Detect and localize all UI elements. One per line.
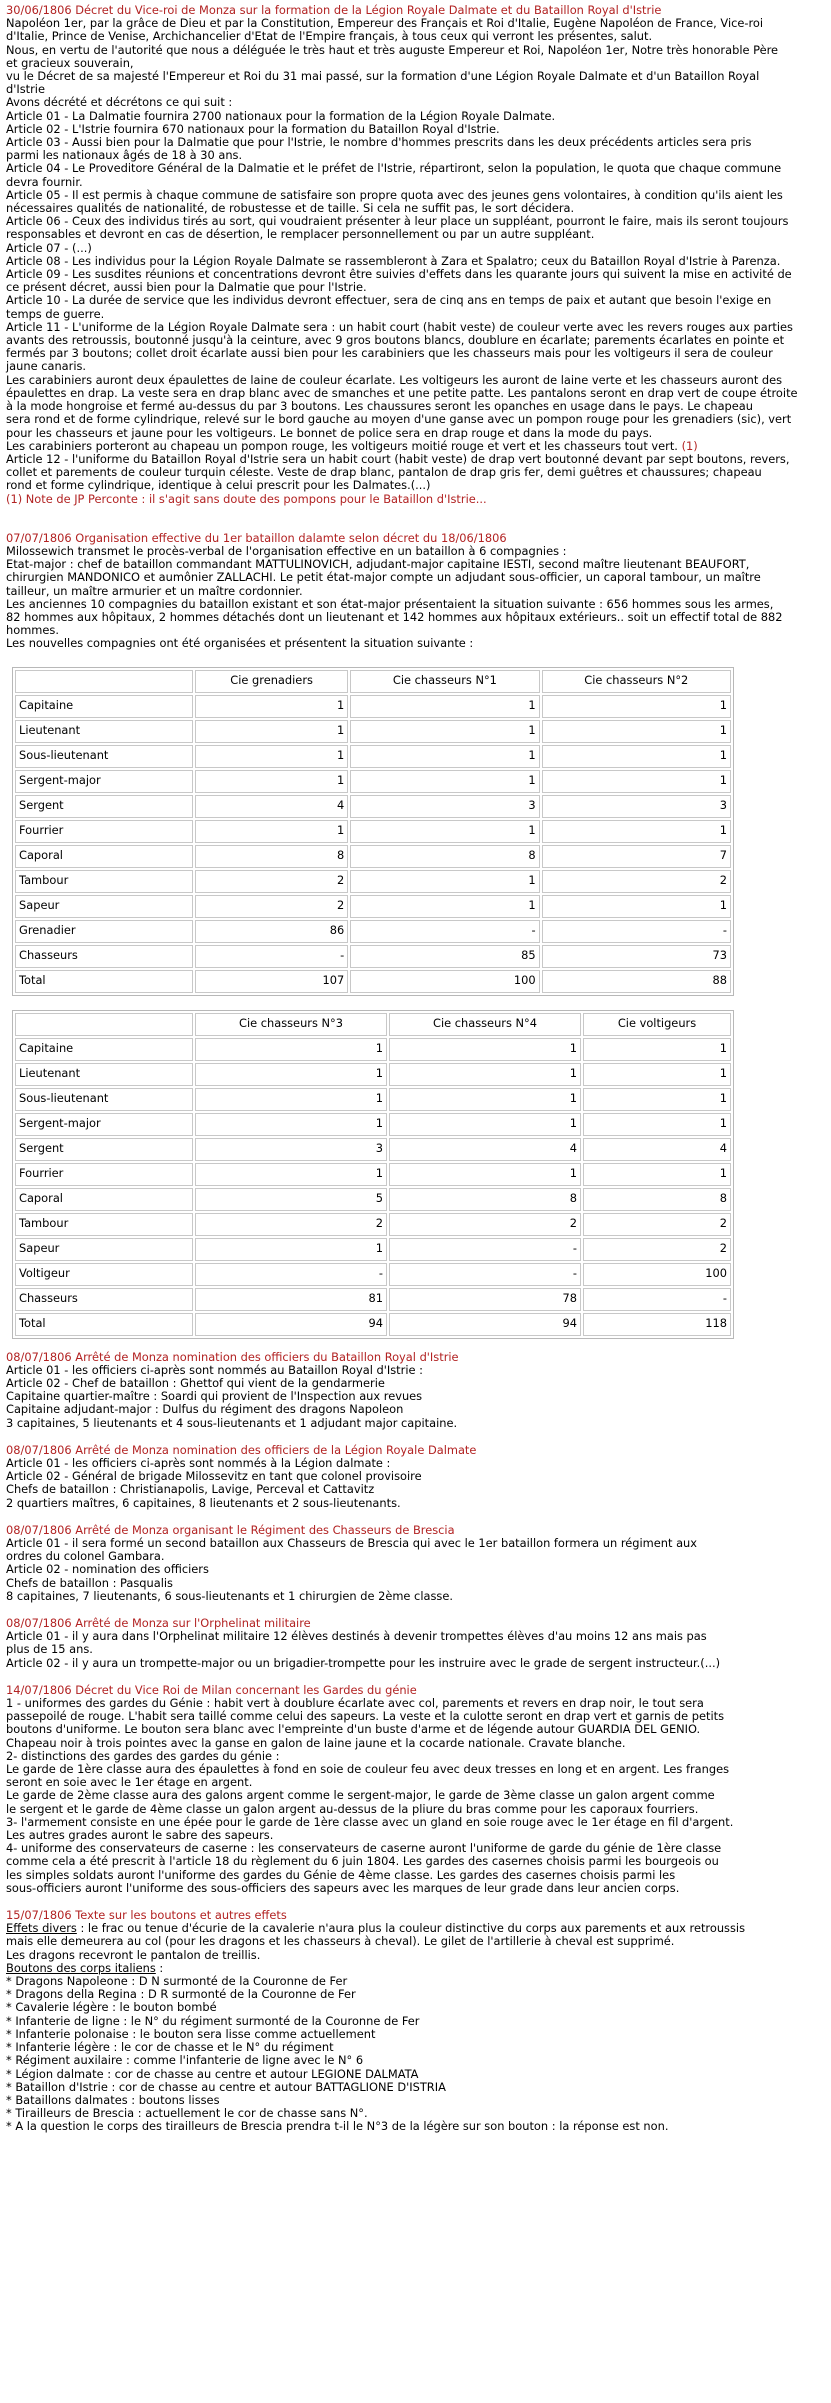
- value-cell: 7: [542, 845, 731, 868]
- table-row: [15, 695, 731, 718]
- value-cell: -: [195, 945, 348, 968]
- value-cell: 78: [389, 1288, 581, 1311]
- text-line: Chefs de bataillon : Pasqualis: [6, 1575, 173, 1590]
- row-label-cell: Sapeur: [15, 1238, 193, 1261]
- arrete-1-section: [6, 1351, 816, 1430]
- text-line: pour les chasseurs et jaune pour les voltigeurs. Le bonnet de police sera en drap rouge et dans la mode du pays.: [6, 425, 653, 440]
- text-line: Capitaine quartier-maître : Soardi qui provient de l'Inspection aux revues: [6, 1389, 423, 1404]
- text-line: sous-officiers auront l'uniforme des sous-officiers des sapeurs avec les marques de leur grade dans leur ancien corps.: [6, 1880, 680, 1895]
- text-line: Article 05 - Il est permis à chaque commune de satisfaire son propre quota avec des jeunes gens volontaires, à condition qu'ils aient les: [6, 187, 783, 202]
- value-cell: 1: [195, 820, 348, 843]
- note-ref-link[interactable]: (1): [681, 438, 698, 453]
- text-line: Les carabiniers auront deux épaulettes de laine de couleur écarlate. Les voltigeurs les auront de laine verte et les chasseurs auront des: [6, 372, 783, 387]
- text-line: Article 01 - les officiers ci-après sont nommés au Bataillon Royal d'Istrie :: [6, 1362, 423, 1377]
- text-line: Article 09 - Les susdites réunions et concentrations devront être suivies d'effets dans les quarante jours qui suivent la mise en activité de: [6, 267, 792, 282]
- text-line: 3 capitaines, 5 lieutenants et 4 sous-lieutenants et 1 adjudant major capitaine.: [6, 1415, 458, 1430]
- text-line: 4- uniforme des conservateurs de caserne : les conservateurs de caserne auront l'uniforme de garde du génie de 1ère classe: [6, 1841, 722, 1856]
- value-cell: 5: [195, 1188, 387, 1211]
- column-header: Cie voltigeurs: [583, 1013, 731, 1036]
- text-line: Article 06 - Ceux des individus tirés au sort, qui voudraient présenter à leur place un suppléant, pourront le faire, mais ils seront toujours: [6, 214, 789, 229]
- decree-1-footnote: (1) Note de JP Perconte : il s'agit sans doute des pompons pour le Bataillon d'Istrie...: [6, 491, 487, 506]
- value-cell: 1: [195, 1063, 387, 1086]
- row-label-cell: Caporal: [15, 845, 193, 868]
- row-label-cell: Sous-lieutenant: [15, 745, 193, 768]
- text-line: Avons décrété et décrétons ce qui suit :: [6, 95, 233, 110]
- text-line: Etat-major : chef de bataillon commandant MATTULINOVICH, adjudant-major capitaine IESTI, second maître lieutenant BEAUFORT,: [6, 557, 750, 572]
- value-cell: 1: [583, 1163, 731, 1186]
- row-label-cell: Chasseurs: [15, 1288, 193, 1311]
- text-line: temps de guerre.: [6, 306, 105, 321]
- row-label-cell: Total: [15, 1313, 193, 1336]
- text-line: parmi les nationaux âgés de 18 à 30 ans.: [6, 148, 243, 163]
- value-cell: 81: [195, 1288, 387, 1311]
- value-cell: 2: [389, 1213, 581, 1236]
- text-line: fermés par 3 boutons; collet droit écarlate aussi bien pour les carabiniers que les chasseurs mais pour les voltigeurs il sera de couleur: [6, 346, 773, 361]
- arrete-4-section: [6, 1617, 816, 1670]
- table-corner-cell: [15, 670, 193, 693]
- value-cell: 8: [583, 1188, 731, 1211]
- text-line: les simples soldats auront l'uniforme des gardes du Génie de 4ème classe. Les gardes des casernes choisis parmi les: [6, 1867, 676, 1882]
- list-item: * Infanterie polonaise : le bouton sera lisse comme actuellement: [6, 2026, 376, 2041]
- text-line: mais elle demeurera au col (pour les dragons et les chasseurs à cheval). Le gilet de l'artillerie à cheval est supprimé.: [6, 1934, 675, 1949]
- text-line: ce présent décret, aussi bien pour la Dalmatie que pour l'Istrie.: [6, 280, 367, 295]
- column-header: Cie grenadiers: [195, 670, 348, 693]
- table-row: [15, 895, 731, 918]
- value-cell: 107: [195, 970, 348, 993]
- text-line: plus de 15 ans.: [6, 1642, 93, 1657]
- list-item: * Infanterie légère : le cor de chasse et le N° du régiment: [6, 2040, 334, 2055]
- value-cell: 8: [389, 1188, 581, 1211]
- arrete-3-body: [6, 1537, 816, 1603]
- value-cell: 1: [195, 770, 348, 793]
- value-cell: 1: [542, 745, 731, 768]
- arrete-1-title: 08/07/1806 Arrêté de Monza nomination des officiers du Bataillon Royal d'Istrie: [6, 1349, 459, 1364]
- value-cell: -: [583, 1288, 731, 1311]
- row-label-cell: Capitaine: [15, 695, 193, 718]
- decree-2-title: 14/07/1806 Décret du Vice Roi de Milan concernant les Gardes du génie: [6, 1682, 417, 1697]
- text-line: d'Italie, Prince de Venise, Archichancelier d'Etat de l'Empire français, à tous ceux qui verront les présentes, salut.: [6, 29, 653, 44]
- table-row: [15, 1088, 731, 1111]
- list-item: * Bataillons dalmates : boutons lisses: [6, 2092, 220, 2107]
- row-label-cell: Tambour: [15, 870, 193, 893]
- table-row: [15, 1163, 731, 1186]
- row-label-cell: Sergent-major: [15, 770, 193, 793]
- value-cell: 100: [350, 970, 539, 993]
- decree-2-body: [6, 1697, 816, 1895]
- text-line: Chapeau noir à trois pointes avec la ganse en galon de laine jaune et la cocarde nationale. Cravate blanche.: [6, 1735, 626, 1750]
- value-cell: 1: [542, 820, 731, 843]
- text-line: Article 08 - Les individus pour la Légion Royale Dalmate se rassembleront à Zara et Spalatro; ceux du Bataillon Royal d'Istrie à Parenza.: [6, 253, 781, 268]
- text-line: 1 - uniformes des gardes du Génie : habit vert à doublure écarlate avec col, parements et revers en drap noir, le tout sera: [6, 1696, 704, 1711]
- text-line: hommes.: [6, 623, 59, 638]
- effets-label: Effets divers: [6, 1921, 77, 1936]
- value-cell: -: [389, 1238, 581, 1261]
- value-cell: 1: [195, 1238, 387, 1261]
- table-row: [15, 1263, 731, 1286]
- text-line: Article 02 - nomination des officiers: [6, 1562, 209, 1577]
- text-line: sera rond et de forme cylindrique, relevé sur le bord gauche au moyen d'une ganse avec un pompon rouge pour les grenadiers (sic), vert: [6, 412, 792, 427]
- text-line: et gracieux souverain,: [6, 55, 134, 70]
- arrete-2-body: [6, 1457, 816, 1510]
- boutons-heading: Boutons des corps italiens :: [6, 1960, 164, 1975]
- decree-1-body: [6, 17, 816, 440]
- text-line: 2 quartiers maîtres, 6 capitaines, 8 lieutenants et 2 sous-lieutenants.: [6, 1495, 401, 1510]
- value-cell: 1: [542, 770, 731, 793]
- organisation-title: 07/07/1806 Organisation effective du 1er bataillon dalamte selon décret du 18/06/1806: [6, 530, 507, 545]
- text-line: Article 02 - Général de brigade Milossevitz en tant que colonel provisoire: [6, 1469, 422, 1484]
- row-label-cell: Total: [15, 970, 193, 993]
- value-cell: 1: [583, 1113, 731, 1136]
- value-cell: 2: [583, 1238, 731, 1261]
- effets-line: Effets divers : le frac ou tenue d'écurie de la cavalerie n'aura plus la couleur distinctive du corps aux parements et aux retroussis: [6, 1921, 746, 1936]
- column-header: Cie chasseurs N°1: [350, 670, 539, 693]
- decree-1-note-line: Les carabiniers porteront au chapeau un pompon rouge, les voltigeurs moitié rouge et vert et les chasseurs tout vert. (1): [6, 438, 698, 453]
- arrete-4-title: 08/07/1806 Arrêté de Monza sur l'Orphelinat militaire: [6, 1616, 311, 1630]
- column-header: Cie chasseurs N°3: [195, 1013, 387, 1036]
- row-label-cell: Sous-lieutenant: [15, 1088, 193, 1111]
- row-label-cell: Caporal: [15, 1188, 193, 1211]
- value-cell: 73: [542, 945, 731, 968]
- value-cell: 1: [583, 1038, 731, 1061]
- text-line: avants des retroussis, boutonné jusqu'à la ceinture, avec 9 gros boutons blancs, doublure en écarlate; parements écarlates en pointe et: [6, 333, 785, 348]
- value-cell: 1: [542, 720, 731, 743]
- text-line: Article 02 - il y aura un trompette-major ou un brigadier-trompette pour les instruire avec le grade de sergent instructeur.(...): [6, 1655, 721, 1670]
- text-line: épaulettes en drap. La veste sera en drap blanc avec de smanches et une petite patte. Les pantalons seront en drap vert de coupe étroite: [6, 385, 798, 400]
- value-cell: 1: [350, 695, 539, 718]
- value-cell: 1: [195, 745, 348, 768]
- list-item: * Légion dalmate : cor de chasse au centre et autour LEGIONE DALMATA: [6, 2066, 419, 2081]
- text-line: à la mode hongroise et fermé au-dessus du par 3 boutons. Les chaussures seront les opanches en usage dans le pays. Le chapeau: [6, 399, 753, 414]
- value-cell: 2: [195, 895, 348, 918]
- value-cell: -: [389, 1263, 581, 1286]
- text-line: Les nouvelles compagnies ont été organisées et présentent la situation suivante :: [6, 636, 474, 651]
- text-line: Article 02 - L'Istrie fournira 670 nationaux pour la formation du Bataillon Royal d'Istrie.: [6, 121, 500, 136]
- value-cell: 1: [195, 695, 348, 718]
- text-line: comme cela a été prescrit à l'article 18 du règlement du 6 juin 1804. Les gardes des casernes choisis parmi les bourgeois ou: [6, 1854, 719, 1869]
- list-item: * Régiment auxilaire : comme l'infanterie de ligne avec le N° 6: [6, 2053, 364, 2068]
- text-line: boutons d'uniforme. Le bouton sera blanc avec l'empreinte d'un buste d'arme et de légende autour GUARDIA DEL GENIO.: [6, 1722, 701, 1737]
- organisation-body: [6, 545, 816, 651]
- text-line: Le garde de 1ère classe aura des épaulettes à fond en soie de couleur feu avec deux tresses en long et en argent. Les franges: [6, 1762, 730, 1777]
- table-row: [15, 1063, 731, 1086]
- text-line: Article 03 - Aussi bien pour la Dalmatie que pour l'Istrie, le nombre d'hommes prescrits dans les deux précédents articles sera pris: [6, 135, 752, 150]
- value-cell: 88: [542, 970, 731, 993]
- row-label-cell: Sapeur: [15, 895, 193, 918]
- text-line: 2- distinctions des gardes des gardes du génie :: [6, 1748, 280, 1763]
- value-cell: 3: [195, 1138, 387, 1161]
- table-header-row: [15, 1013, 731, 1036]
- table-row: [15, 1288, 731, 1311]
- value-cell: 1: [195, 1038, 387, 1061]
- decree-2-section: [6, 1684, 816, 1895]
- list-item: * Dragons Napoleone : D N surmonté de la Couronne de Fer: [6, 1974, 348, 1989]
- text-line: Article 01 - les officiers ci-après sont nommés à la Légion dalmate :: [6, 1455, 391, 1470]
- text-line: seront en soie avec le 1er étage en argent.: [6, 1775, 253, 1790]
- table-row: [15, 795, 731, 818]
- row-label-cell: Tambour: [15, 1213, 193, 1236]
- text-line: Les anciennes 10 compagnies du bataillon existant et son état-major présentaient la situation suivante : 656 hommes sous les armes,: [6, 596, 774, 611]
- decree-1-title: 30/06/1806 Décret du Vice-roi de Monza sur la formation de la Légion Royale Dalmate et du Bataillon Royal d'Istrie: [6, 3, 662, 17]
- value-cell: 3: [350, 795, 539, 818]
- value-cell: 1: [389, 1088, 581, 1111]
- row-label-cell: Sergent: [15, 795, 193, 818]
- row-label-cell: Lieutenant: [15, 1063, 193, 1086]
- row-label-cell: Sergent-major: [15, 1113, 193, 1136]
- arrete-2-title: 08/07/1806 Arrêté de Monza nomination des officiers de la Légion Royale Dalmate: [6, 1442, 477, 1457]
- text-line: Milossewich transmet le procès-verbal de l'organisation effective en un bataillon à 6 compagnies :: [6, 543, 567, 558]
- organisation-section: [6, 532, 816, 651]
- value-cell: 8: [195, 845, 348, 868]
- value-cell: 1: [389, 1163, 581, 1186]
- column-header: Cie chasseurs N°4: [389, 1013, 581, 1036]
- text-line: chirurgien MANDONICO et aumônier ZALLACHI. Le petit état-major compte un adjudant sous-officier, un caporal tambour, un maître: [6, 570, 761, 585]
- table-row: [15, 1113, 731, 1136]
- companies-table-1: [12, 667, 734, 996]
- value-cell: 4: [389, 1138, 581, 1161]
- value-cell: 1: [583, 1063, 731, 1086]
- value-cell: 2: [195, 1213, 387, 1236]
- text-line: tailleur, un maître armurier et un maître cordonnier.: [6, 583, 303, 598]
- value-cell: 1: [350, 820, 539, 843]
- arrete-3-section: [6, 1524, 816, 1603]
- text-line: 8 capitaines, 7 lieutenants, 6 sous-lieutenants et 1 chirurgien de 2ème classe.: [6, 1588, 453, 1603]
- value-cell: 2: [583, 1213, 731, 1236]
- value-cell: 1: [195, 720, 348, 743]
- boutons-label: Boutons des corps italiens: [6, 1960, 156, 1975]
- table-row: [15, 1213, 731, 1236]
- value-cell: 1: [542, 895, 731, 918]
- texte-body: [6, 1935, 816, 1961]
- text-line: devra fournir.: [6, 174, 83, 189]
- arrete-4-body: [6, 1630, 816, 1670]
- text-line: collet et parements de couleur turquin céleste. Veste de drap blanc, pantalon de drap gris fer, demi guêtres et chaussures; chapeau: [6, 465, 762, 480]
- text-line: Napoléon 1er, par la grâce de Dieu et par la Constitution, Empereur des Français et Roi d'Italie, Eugène Napoléon de France, Vice-roi: [6, 16, 764, 31]
- text-line: Chefs de bataillon : Christianapolis, Lavige, Perceval et Cattavitz: [6, 1482, 375, 1497]
- text-line: Article 01 - il sera formé un second bataillon aux Chasseurs de Brescia qui avec le 1er bataillon formera un régiment aux: [6, 1535, 698, 1550]
- column-header: Cie chasseurs N°2: [542, 670, 731, 693]
- text-line: Les dragons recevront le pantalon de treillis.: [6, 1947, 261, 1962]
- text-line: passepoilé de rouge. L'habit sera taillé comme celui des sapeurs. La veste et la culotte seront en drap vert et garnis de petits: [6, 1709, 725, 1724]
- value-cell: 86: [195, 920, 348, 943]
- list-item: * Tirailleurs de Brescia : actuellement le cor de chasse sans N°.: [6, 2106, 368, 2121]
- value-cell: -: [195, 1263, 387, 1286]
- text-line: vu le Décret de sa majesté l'Empereur et Roi du 31 mai passé, sur la formation d'une Légion Royale Dalmate et d'un Bataillon Royal: [6, 69, 760, 84]
- text-line: Article 12 - l'uniforme du Bataillon Royal d'Istrie sera un habit court (habit veste) de drap vert boutonné devant par sept boutons, revers,: [6, 451, 790, 466]
- text-line: Article 04 - Le Proveditore Général de la Dalmatie et le préfet de l'Istrie, répartiront, selon la population, le quota que chaque commune: [6, 161, 782, 176]
- value-cell: 1: [350, 895, 539, 918]
- text-line: ordres du colonel Gambara.: [6, 1549, 165, 1564]
- table-row: [15, 720, 731, 743]
- row-label-cell: Fourrier: [15, 1163, 193, 1186]
- table-row: [15, 1038, 731, 1061]
- table-corner-cell: [15, 1013, 193, 1036]
- text-line: responsables et devront en cas de désertion, le remplacer personnellement ou par un autre suppléant.: [6, 227, 595, 242]
- value-cell: 100: [583, 1263, 731, 1286]
- value-cell: 2: [542, 870, 731, 893]
- value-cell: 1: [583, 1088, 731, 1111]
- arrete-2-section: [6, 1444, 816, 1510]
- value-cell: 4: [583, 1138, 731, 1161]
- text-line: Le garde de 2ème classe aura des galons argent comme le sergent-major, le garde de 3ème classe un galon argent comme: [6, 1788, 715, 1803]
- text-line: Article 02 - Chef de bataillon : Ghettof qui vient de la gendarmerie: [6, 1375, 385, 1390]
- row-label-cell: Sergent: [15, 1138, 193, 1161]
- value-cell: -: [350, 920, 539, 943]
- texte-section: [6, 1909, 816, 2133]
- text-line: Les autres grades auront le sabre des sapeurs.: [6, 1828, 274, 1843]
- table-row: [15, 820, 731, 843]
- value-cell: 2: [195, 870, 348, 893]
- boutons-list: [6, 1975, 816, 2133]
- list-item: * A la question le corps des tirailleurs de Brescia prendra t-il le N°3 de la légère sur son bouton : la réponse est non.: [6, 2119, 669, 2134]
- companies-table-2: [12, 1010, 734, 1339]
- value-cell: 1: [389, 1113, 581, 1136]
- value-cell: 1: [195, 1088, 387, 1111]
- value-cell: 94: [195, 1313, 387, 1336]
- value-cell: 1: [350, 745, 539, 768]
- text-line: Article 07 - (...): [6, 240, 92, 255]
- text-line: 82 hommes aux hôpitaux, 2 hommes détachés dont un lieutenant et 142 hommes aux hôpitaux extérieurs.. soit un effectif total de 882: [6, 609, 783, 624]
- list-item: * Cavalerie légère : le bouton bombé: [6, 2000, 217, 2015]
- table-row: [15, 870, 731, 893]
- table-row: [15, 745, 731, 768]
- row-label-cell: Voltigeur: [15, 1263, 193, 1286]
- value-cell: 94: [389, 1313, 581, 1336]
- table-row: [15, 1238, 731, 1261]
- text-line: nécessaires qualités de nationalité, de robustesse et de taille. Si cela ne suffit pas, le sort décidera.: [6, 201, 575, 216]
- value-cell: 1: [542, 695, 731, 718]
- text-line: jaune canaris.: [6, 359, 87, 374]
- text-line: Article 10 - La durée de service que les individus devront effectuer, sera de cinq ans en temps de paix et autant que besoin l'exige en: [6, 293, 772, 308]
- text-line: Article 01 - il y aura dans l'Orphelinat militaire 12 élèves destinés à devenir trompettes élèves d'au moins 12 ans mais pas: [6, 1629, 707, 1644]
- list-item: * Bataillon d'Istrie : cor de chasse au centre et autour BATTAGLIONE D'ISTRIA: [6, 2079, 446, 2094]
- value-cell: 1: [195, 1163, 387, 1186]
- arrete-3-title: 08/07/1806 Arrêté de Monza organisant le Régiment des Chasseurs de Brescia: [6, 1522, 455, 1537]
- value-cell: 85: [350, 945, 539, 968]
- value-cell: 1: [389, 1063, 581, 1086]
- row-label-cell: Chasseurs: [15, 945, 193, 968]
- arrete-1-body: [6, 1364, 816, 1430]
- value-cell: 1: [389, 1038, 581, 1061]
- row-label-cell: Fourrier: [15, 820, 193, 843]
- text-line: Capitaine adjudant-major : Dulfus du régiment des dragons Napoleon: [6, 1402, 404, 1417]
- value-cell: 1: [350, 720, 539, 743]
- table-row: [15, 1138, 731, 1161]
- table-row: [15, 845, 731, 868]
- text-line: 3- l'armement consiste en une épée pour le garde de 1ère classe avec un gland en soie rouge avec le 1er étage en fil d'argent.: [6, 1814, 734, 1829]
- value-cell: 3: [542, 795, 731, 818]
- value-cell: 8: [350, 845, 539, 868]
- value-cell: 1: [350, 770, 539, 793]
- text-line: rond et forme cylindrique, identique à celui prescrit pour les Dalmates.(...): [6, 478, 431, 493]
- text-line: Article 11 - L'uniforme de la Légion Royale Dalmate sera : un habit court (habit veste) de couleur verte avec les revers rouges aux parties: [6, 319, 793, 334]
- text-line: Nous, en vertu de l'autorité que nous a déléguée le très haut et très auguste Empereur et Roi, Napoléon 1er, Notre très honorable Père: [6, 42, 779, 57]
- value-cell: 4: [195, 795, 348, 818]
- row-label-cell: Grenadier: [15, 920, 193, 943]
- value-cell: 1: [195, 1113, 387, 1136]
- table-row: [15, 1188, 731, 1211]
- table-row: [15, 770, 731, 793]
- table-row: [15, 970, 731, 993]
- value-cell: 118: [583, 1313, 731, 1336]
- table-row: [15, 1313, 731, 1336]
- text-line: d'Istrie: [6, 82, 45, 97]
- value-cell: -: [542, 920, 731, 943]
- table-row: [15, 945, 731, 968]
- row-label-cell: Capitaine: [15, 1038, 193, 1061]
- value-cell: 1: [350, 870, 539, 893]
- decree-1-section: [6, 4, 816, 506]
- texte-title: 15/07/1806 Texte sur les boutons et autres effets: [6, 1908, 287, 1923]
- list-item: * Infanterie de ligne : le N° du régiment surmonté de la Couronne de Fer: [6, 2013, 420, 2028]
- text-line: le sergent et le garde de 4ème classe un galon argent au-dessus de la pliure du bras comme pour les caporaux fourriers.: [6, 1801, 699, 1816]
- text-line: Article 01 - La Dalmatie fournira 2700 nationaux pour la formation de la Légion Royale Dalmate.: [6, 108, 556, 123]
- table-header-row: [15, 670, 731, 693]
- decree-1-body-after: [6, 453, 816, 493]
- row-label-cell: Lieutenant: [15, 720, 193, 743]
- list-item: * Dragons della Regina : D R surmonté de la Couronne de Fer: [6, 1987, 356, 2002]
- table-row: [15, 920, 731, 943]
